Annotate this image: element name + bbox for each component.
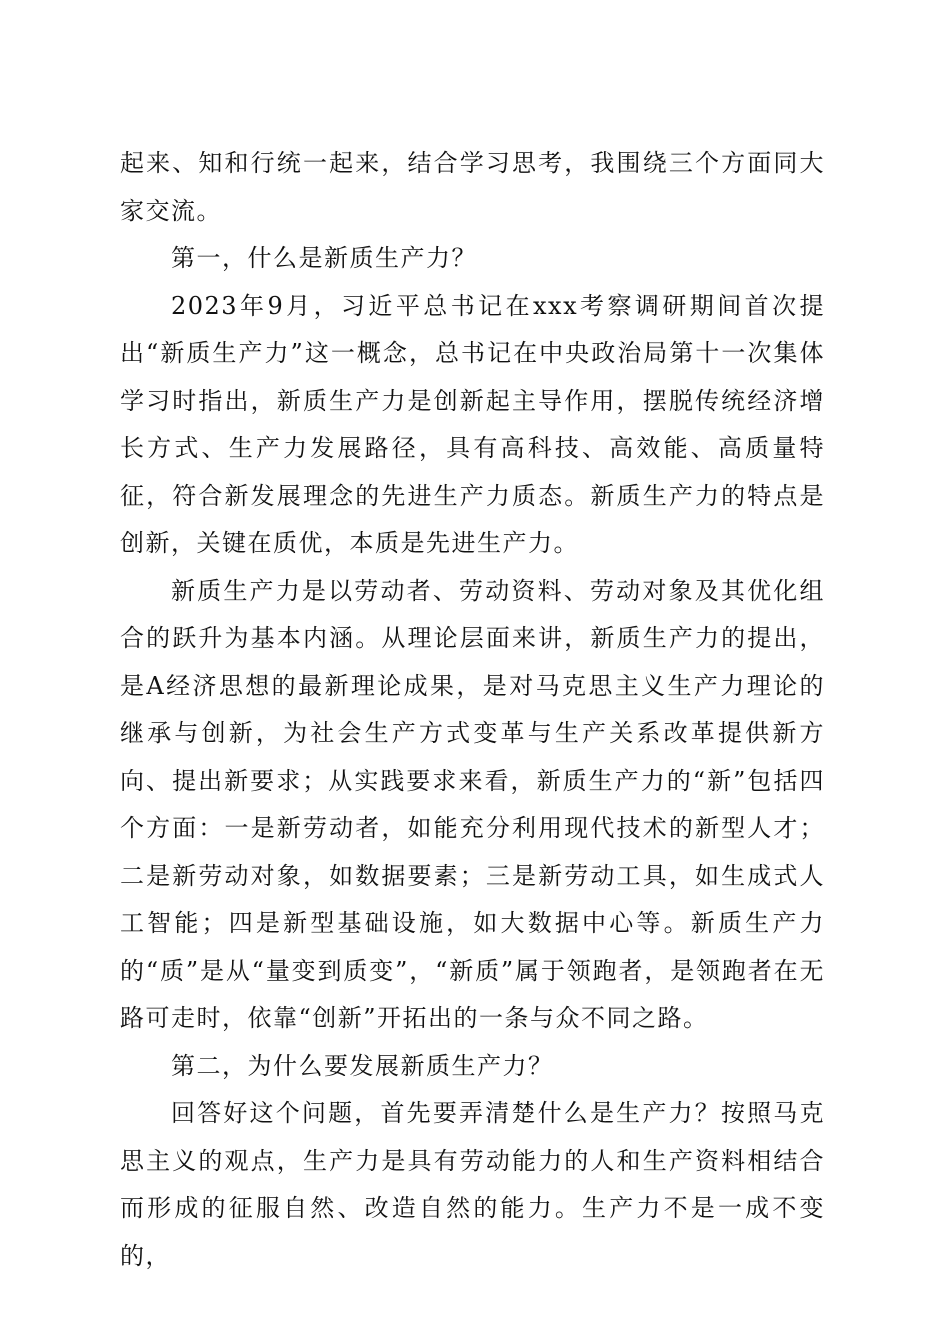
body-paragraph: 2023年9月，习近平总书记在xxx考察调研期间首次提出“新质生产力”这一概念，总书记在中央政治局第十一次集体学习时指出，新质生产力是创新起主导作用，摆脱传统经济增长方式、生产力发展路径，具有高科技、高效能、高质量特征，符合新发展理念的先进生产力质态。新质生产力的特点是创新，关键在质优，本质是先进生产力。 (120, 291, 825, 557)
continuation-paragraph: 起来、知和行统一起来，结合学习思考，我围绕三个方面同大家交流。 (120, 149, 825, 225)
section-heading-1: 第一，什么是新质生产力？ (171, 244, 477, 272)
body-paragraph: 回答好这个问题，首先要弄清楚什么是生产力？按照马克思主义的观点，生产力是具有劳动能力的人和生产资料相结合而形成的征服自然、改造自然的能力。生产力不是一成不变的， (120, 1099, 825, 1270)
body-paragraph: 新质生产力是以劳动者、劳动资料、劳动对象及其优化组合的跃升为基本内涵。从理论层面来讲，新质生产力的提出，是A经济思想的最新理论成果，是对马克思主义生产力理论的继承与创新，为社会生产方式变革与生产关系改革提供新方向、提出新要求；从实践要求来看，新质生产力的“新”包括四个方面：一是新劳动者，如能充分利用现代技术的新型人才；二是新劳动对象，如数据要素；三是新劳动工具，如生成式人工智能；四是新型基础设施，如大数据中心等。新质生产力的“质”是从“量变到质变”，“新质”属于领跑者，是领跑者在无路可走时，依靠“创新”开拓出的一条与众不同之路。 (120, 576, 825, 1032)
document-body (120, 140, 825, 1280)
section-heading-2: 第二，为什么要发展新质生产力？ (171, 1051, 554, 1080)
